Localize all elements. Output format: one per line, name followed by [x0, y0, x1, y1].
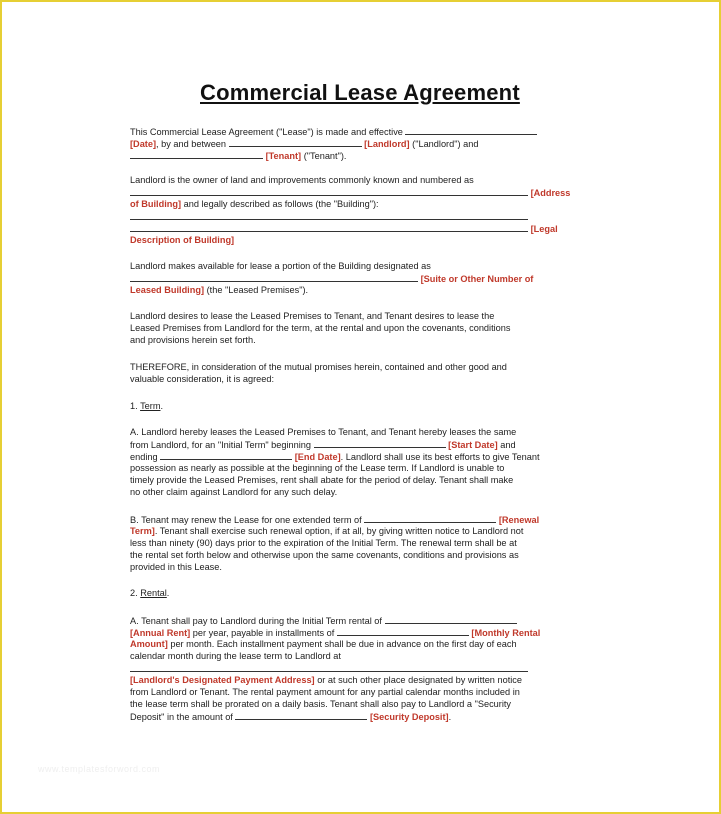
- landlord-blank[interactable]: [229, 137, 362, 147]
- desires-line: Leased Premises from Landlord for the term, at the rental and upon the covenants, conditions: [130, 323, 511, 333]
- security-deposit-blank[interactable]: [235, 710, 367, 720]
- therefore-line: valuable consideration, it is agreed:: [130, 374, 275, 384]
- premises-text: Landlord makes available for lease a portion of the Building designated as: [130, 261, 431, 271]
- suite-placeholder-cont: Leased Building]: [130, 285, 205, 295]
- term-b-text: B. Tenant may renew the Lease for one extended term of: [130, 515, 362, 525]
- date-placeholder: [Date]: [130, 139, 157, 149]
- section-term-heading: [130, 400, 582, 412]
- term-b-paragraph: [130, 513, 582, 573]
- rental-a-text: .: [448, 712, 452, 722]
- annual-rent-placeholder: [Annual Rent]: [130, 628, 191, 638]
- document-title: Commercial Lease Agreement: [200, 80, 520, 105]
- renewal-placeholder: [Renewal: [498, 515, 540, 525]
- rental-a-text: A. Tenant shall pay to Landlord during the Initial Term rental of: [130, 616, 382, 626]
- term-a-text: from Landlord, for an "Initial Term" beginning: [130, 440, 312, 450]
- legal-placeholder-cont: Description of Building]: [130, 235, 235, 245]
- intro-paragraph: [130, 125, 582, 161]
- term-a-text: . Landlord shall use its best efforts to give Tenant: [340, 452, 540, 462]
- term-a-line: A. Landlord hereby leases the Leased Premises to Tenant, and Tenant hereby leases the same: [130, 427, 517, 437]
- term-a-text: and: [500, 440, 516, 450]
- annual-rent-blank[interactable]: [385, 614, 517, 624]
- address-placeholder: [Address: [530, 188, 571, 198]
- desires-paragraph: [130, 310, 582, 346]
- monthly-rent-placeholder-cont: Amount]: [130, 639, 168, 649]
- end-date-blank[interactable]: [160, 450, 292, 460]
- payment-address-placeholder: [Landlord's Designated Payment Address]: [130, 675, 315, 685]
- renewal-placeholder-cont: Term]: [130, 526, 155, 536]
- monthly-rent-placeholder: [Monthly Rental: [471, 628, 541, 638]
- intro-text: ("Landlord") and: [412, 139, 479, 149]
- term-b-line: the rental set forth below and otherwise upon the same covenants, conditions and provisions as: [130, 550, 519, 560]
- therefore-line: THEREFORE, in consideration of the mutual promises herein, contained and other good and: [130, 362, 507, 372]
- rental-a-text: or at such other place designated by written notice: [317, 675, 522, 685]
- suite-blank[interactable]: [130, 272, 418, 282]
- legal-blank-1[interactable]: [130, 210, 528, 220]
- desires-line: and provisions herein set forth.: [130, 335, 256, 345]
- legal-placeholder: [Legal: [530, 224, 558, 234]
- term-a-line: possession as nearly as possible at the beginning of the Lease term. If Landlord is unable to: [130, 463, 505, 473]
- end-date-placeholder: [End Date]: [294, 452, 341, 462]
- watermark-text: www.templatesforword.com: [38, 764, 161, 774]
- section-number: 2.: [130, 588, 138, 598]
- term-a-line: no other claim against Landlord for any such delay.: [130, 487, 338, 497]
- rental-a-line: calendar month during the lease term to Landlord at: [130, 651, 341, 661]
- start-date-placeholder: [Start Date]: [448, 440, 498, 450]
- rental-a-line: from Landlord or Tenant. The rental payment amount for any partial calendar months included in: [130, 687, 520, 697]
- desires-line: Landlord desires to lease the Leased Premises to Tenant, and Tenant desires to lease the: [130, 311, 495, 321]
- term-b-line: provided in this Lease.: [130, 562, 222, 572]
- section-dot: .: [166, 588, 170, 598]
- intro-text: This Commercial Lease Agreement ("Lease") is made and effective: [130, 127, 403, 137]
- legal-blank-2[interactable]: [130, 222, 528, 232]
- term-a-text: ending: [130, 452, 158, 462]
- address-blank[interactable]: [130, 186, 528, 196]
- date-blank[interactable]: [405, 125, 537, 135]
- suite-placeholder: [Suite or Other Number of: [420, 274, 534, 284]
- intro-text: , by and between: [156, 139, 227, 149]
- term-a-line: timely provide the Leased Premises, rent shall abate for the period of delay. Tenant shall make: [130, 475, 514, 485]
- start-date-blank[interactable]: [314, 438, 446, 448]
- rental-a-paragraph: [130, 614, 582, 722]
- rental-a-text: per month. Each installment payment shall be due in advance on the first day of each: [170, 639, 517, 649]
- tenant-placeholder: [Tenant]: [265, 151, 302, 161]
- term-a-paragraph: [130, 426, 582, 498]
- owner-text: Landlord is the owner of land and improvements commonly known and numbered as: [130, 175, 474, 185]
- renewal-blank[interactable]: [364, 513, 496, 523]
- rental-a-text: Deposit" in the amount of: [130, 712, 233, 722]
- premises-paragraph: [130, 260, 582, 296]
- term-b-line: less than ninety (90) days prior to the expiration of the Initial Term. The renewal term shall be at: [130, 538, 517, 548]
- section-number: 1.: [130, 401, 138, 411]
- section-rental-heading: [130, 587, 582, 599]
- monthly-rent-blank[interactable]: [337, 626, 469, 636]
- section-heading: Term: [140, 401, 161, 411]
- payment-address-blank[interactable]: [130, 662, 528, 672]
- landlord-placeholder: [Landlord]: [364, 139, 410, 149]
- section-dot: .: [160, 401, 164, 411]
- owner-text: and legally described as follows (the "Building"):: [183, 199, 379, 209]
- rental-a-line: the lease term shall be prorated on a daily basis. Tenant shall also pay to Landlord a "Security: [130, 699, 512, 709]
- premises-text: (the "Leased Premises").: [206, 285, 309, 295]
- term-b-text: . Tenant shall exercise such renewal option, if at all, by giving written notice to Landlord not: [154, 526, 524, 536]
- therefore-paragraph: [130, 361, 582, 385]
- tenant-blank[interactable]: [130, 149, 263, 159]
- security-deposit-placeholder: [Security Deposit]: [369, 712, 449, 722]
- rental-a-text: per year, payable in installments of: [192, 628, 335, 638]
- address-placeholder-cont: of Building]: [130, 199, 182, 209]
- section-heading: Rental: [140, 588, 167, 598]
- owner-paragraph: [130, 174, 582, 246]
- intro-text: ("Tenant").: [303, 151, 347, 161]
